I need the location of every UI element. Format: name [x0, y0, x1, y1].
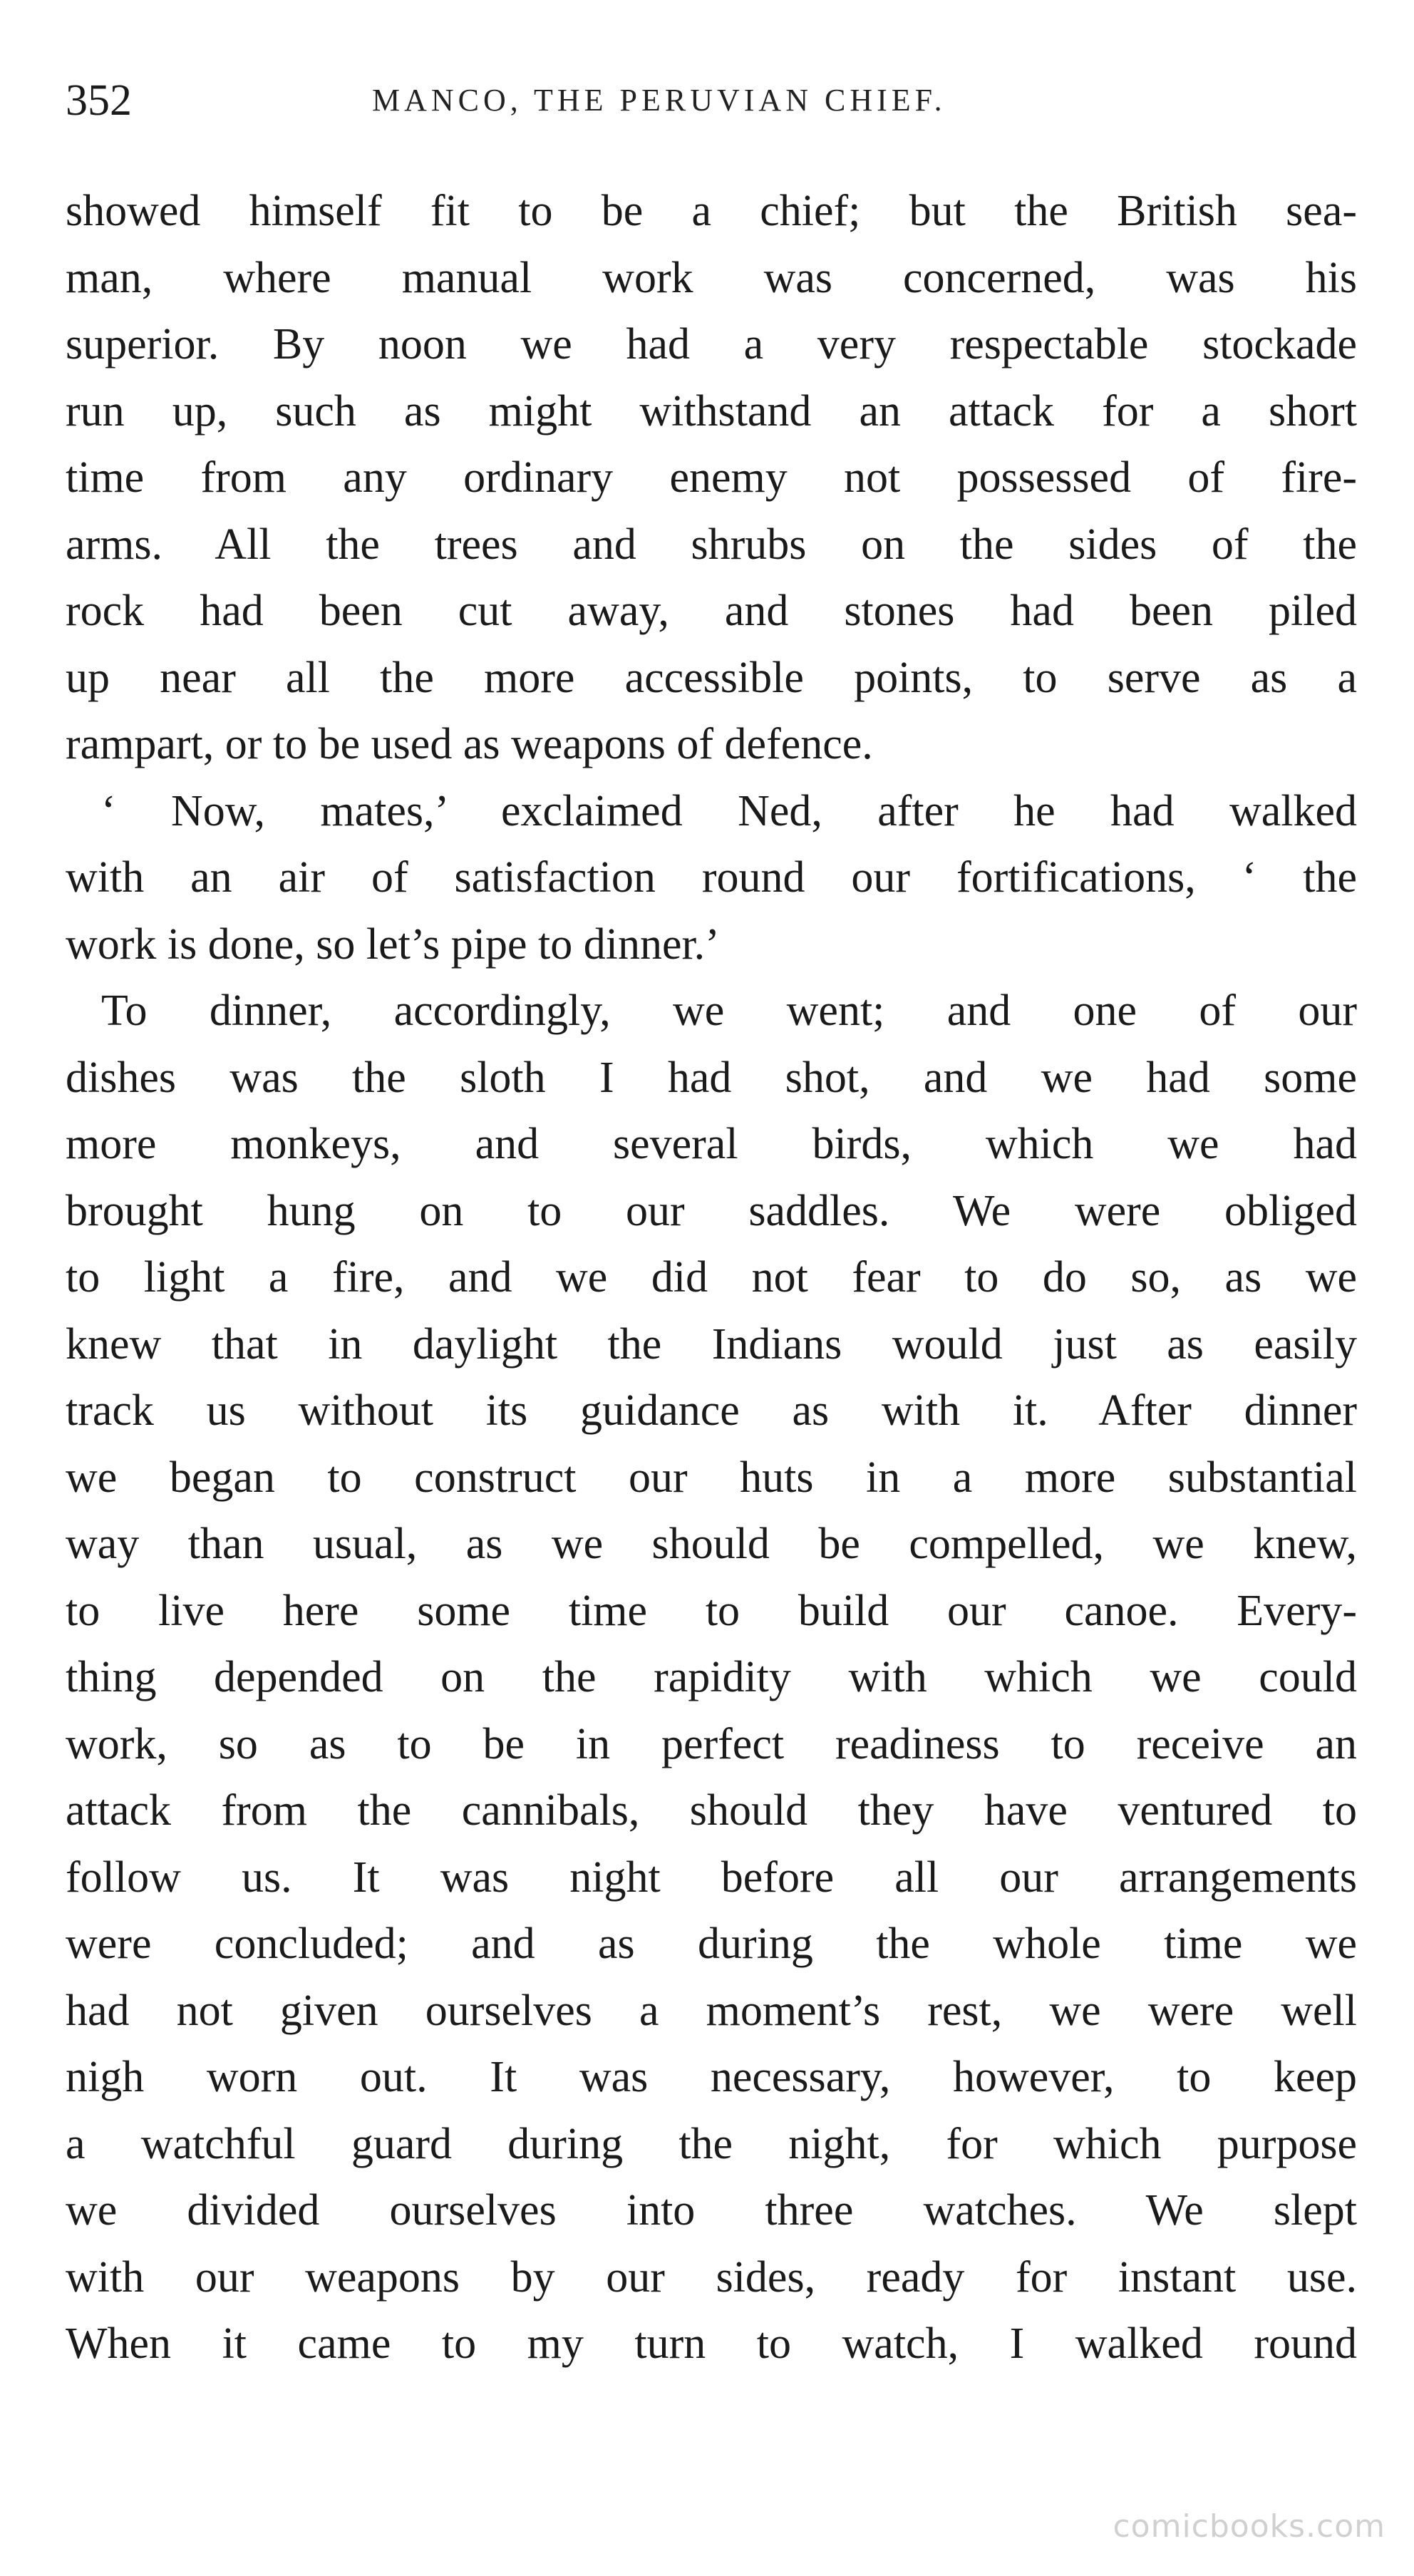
text-line: more monkeys, and several birds, which we had [66, 1120, 1357, 1168]
text-line: When it came to my turn to watch, I walked round [66, 2319, 1357, 2368]
text-line: brought hung on to our saddles. We were obliged [66, 1186, 1357, 1235]
running-title: MANCO, THE PERUVIAN CHIEF. [372, 83, 946, 118]
text-line: to live here some time to build our canoe. Every- [66, 1586, 1357, 1635]
running-head [66, 68, 1363, 133]
text-line: attack from the cannibals, should they have ventured to [66, 1786, 1357, 1835]
text-line: man, where manual work was concerned, was his [66, 253, 1357, 302]
text-line: thing depended on the rapidity with which we could [66, 1653, 1357, 1701]
text-line: To dinner, accordingly, we went; and one of our [101, 986, 1357, 1035]
text-line: were concluded; and as during the whole time we [66, 1920, 1357, 1968]
body-text [66, 178, 1357, 2378]
page-number: 352 [66, 76, 132, 125]
text-line: up near all the more accessible points, to serve as a [66, 653, 1357, 702]
text-line: we divided ourselves into three watches. We slept [66, 2186, 1357, 2235]
text-line: track us without its guidance as with it. After dinner [66, 1386, 1357, 1435]
text-line: work is done, so let’s pipe to dinner.’ [66, 919, 720, 969]
text-line: rampart, or to be used as weapons of defence. [66, 720, 873, 768]
text-line: showed himself fit to be a chief; but the British sea- [66, 187, 1357, 235]
text-line: run up, such as might withstand an attack for a short [66, 386, 1357, 436]
text-line: with our weapons by our sides, ready for instant use. [66, 2252, 1357, 2302]
text-line: we began to construct our huts in a more substantial [66, 1453, 1357, 1502]
text-line: superior. By noon we had a very respectable stockade [66, 320, 1357, 369]
watermark: comicbooks.com [1113, 2508, 1385, 2545]
text-line: to light a fire, and we did not fear to do so, as we [66, 1253, 1357, 1302]
text-line: way than usual, as we should be compelled, we knew, [66, 1520, 1357, 1568]
text-line: dishes was the sloth I had shot, and we had some [66, 1053, 1357, 1102]
text-line: a watchful guard during the night, for which purpose [66, 2119, 1357, 2168]
text-line: nigh worn out. It was necessary, however, to keep [66, 2053, 1357, 2101]
text-line: rock had been cut away, and stones had been piled [66, 587, 1357, 635]
text-line: ‘ Now, mates,’ exclaimed Ned, after he had walked [101, 786, 1357, 835]
text-line: work, so as to be in perfect readiness to receive an [66, 1719, 1357, 1768]
text-line: had not given ourselves a moment’s rest, we were well [66, 1986, 1357, 2035]
text-line: follow us. It was night before all our arrangements [66, 1853, 1357, 1902]
text-line: with an air of satisfaction round our fortifications, ‘ the [66, 853, 1357, 902]
text-line: arms. All the trees and shrubs on the sides of the [66, 520, 1357, 569]
text-line: knew that in daylight the Indians would just as easily [66, 1319, 1357, 1369]
text-line: time from any ordinary enemy not possessed of fire- [66, 453, 1357, 502]
